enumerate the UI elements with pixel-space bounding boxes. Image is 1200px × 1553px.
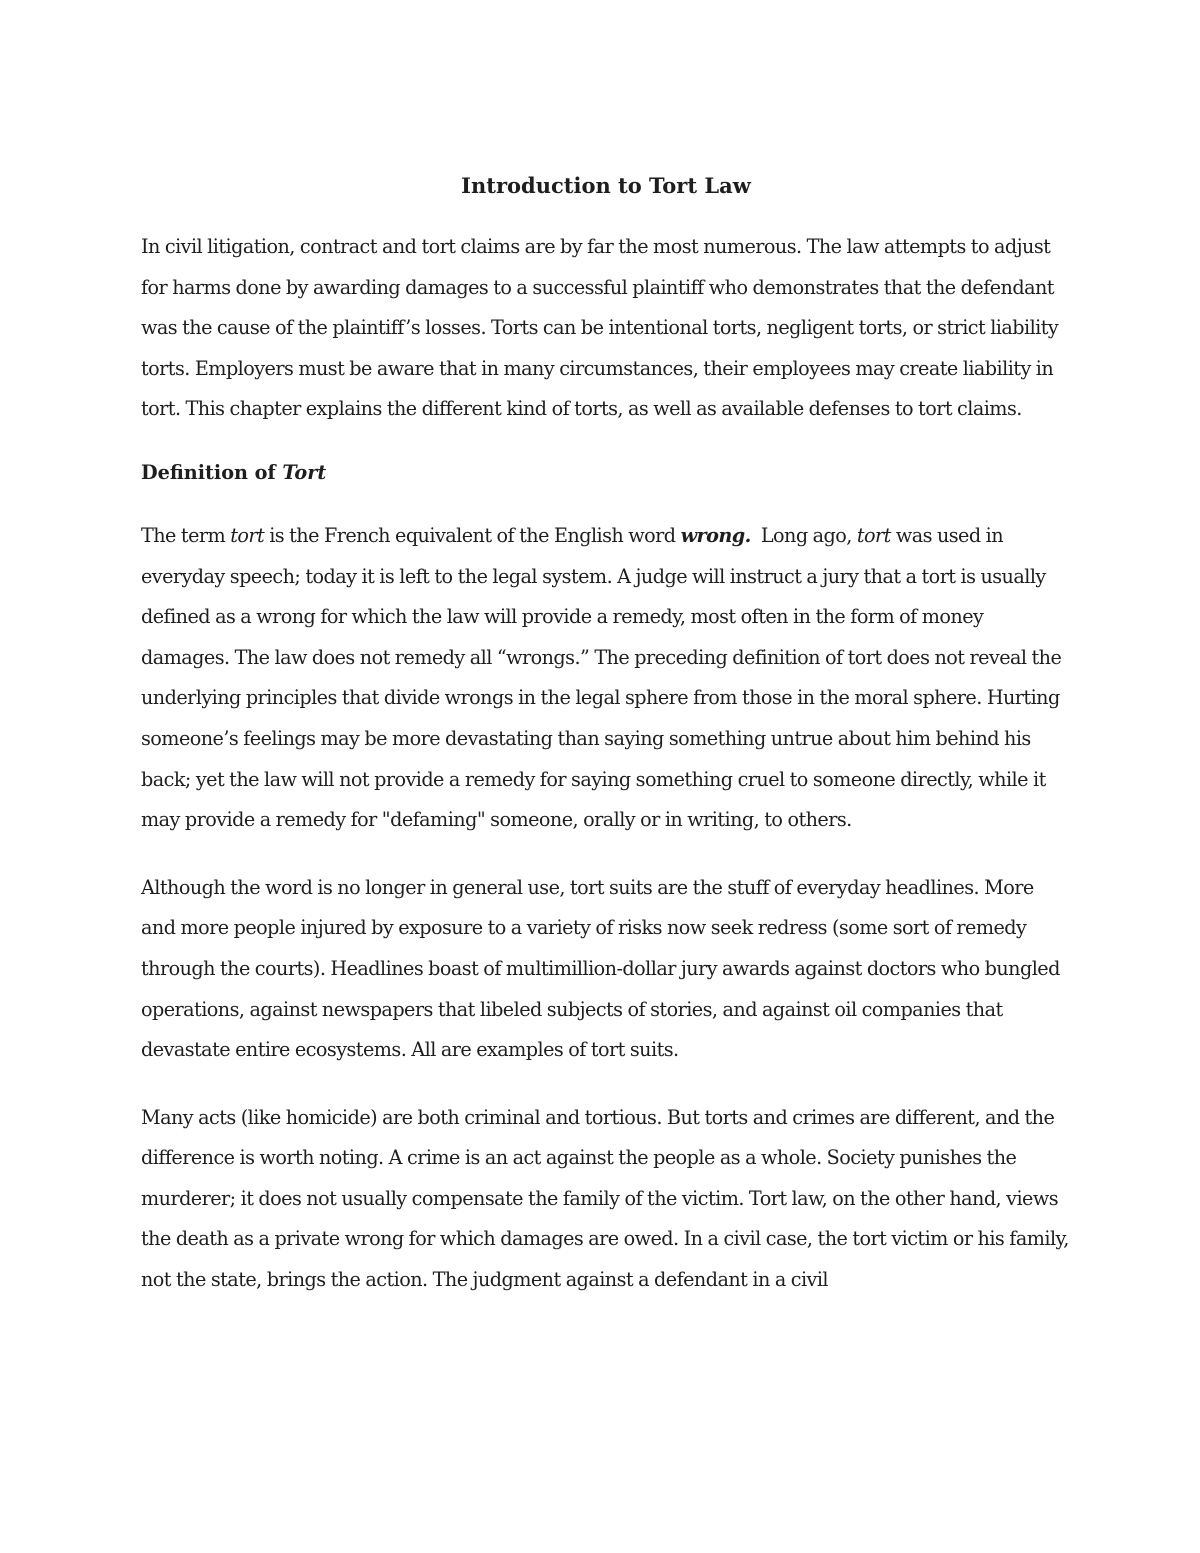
definition-text-1: The term <box>141 523 231 547</box>
definition-text-3: Long ago, <box>750 523 857 547</box>
definition-paragraph <box>141 516 1071 841</box>
definition-emphasis-tort-1: tort <box>230 523 265 547</box>
intro-paragraph: In civil litigation, contract and tort claims are by far the most numerous. The law attempts to adjust for harms done by awarding damages to a successful plaintiff who demonstrates that the defendant was the cause of the plaintiff’s losses. Torts can be intentional torts, negligent torts, or strict liability torts. Employers must be aware that in many circumstances, their employees may create liability in tort. This chapter explains the different kind of torts, as well as available defenses to tort claims. <box>141 235 1059 421</box>
document-body <box>141 170 1071 1328</box>
section-heading-emphasis: Tort <box>282 460 327 484</box>
section-heading-definition <box>141 457 1071 489</box>
definition-emphasis-tort-2: tort <box>856 523 891 547</box>
definition-text-2: is the French equivalent of the English word <box>264 523 681 547</box>
section-heading-prefix: Definition of <box>141 460 283 484</box>
crimes-paragraph: Many acts (like homicide) are both criminal and tortious. But torts and crimes are different, and the difference is worth noting. A crime is an act against the people as a whole. Society punishes the murderer; it does not usually compensate the family of the victim. Tort law, on the other hand, views the death as a private wrong for which damages are owed. In a civil case, the tort victim or his family, not the state, brings the action. The judgment against a defendant in a civil <box>141 1105 1069 1292</box>
headlines-paragraph: Although the word is no longer in general use, tort suits are the stuff of everyday headlines. More and more people injured by exposure to a variety of risks now seek redress (some sort of remedy through the courts). Headlines boast of multimillion-dollar jury awards against doctors who bungled operations, against newspapers that libeled subjects of stories, and against oil companies that devastate entire ecosystems. All are examples of tort suits. <box>141 875 1060 1062</box>
definition-emphasis-wrong: wrong. <box>680 523 751 547</box>
page-title: Introduction to Tort Law <box>461 173 751 198</box>
definition-text-4: was used in everyday speech; today it is left to the legal system. A judge will instruct a jury that a tort is usually defined as a wrong for which the law will provide a remedy, most often in the form of money damages. The law does not remedy all “wrongs.” The preceding definition of tort does not reveal the underlying principles that divide wrongs in the legal sphere from those in the moral sphere. Hurting someone’s feelings may be more devastating than saying something untrue about him behind his back; yet the law will not provide a remedy for saying something cruel to someone directly, while it may provide a remedy for "defaming" someone, orally or in writing, to others. <box>141 523 1062 832</box>
